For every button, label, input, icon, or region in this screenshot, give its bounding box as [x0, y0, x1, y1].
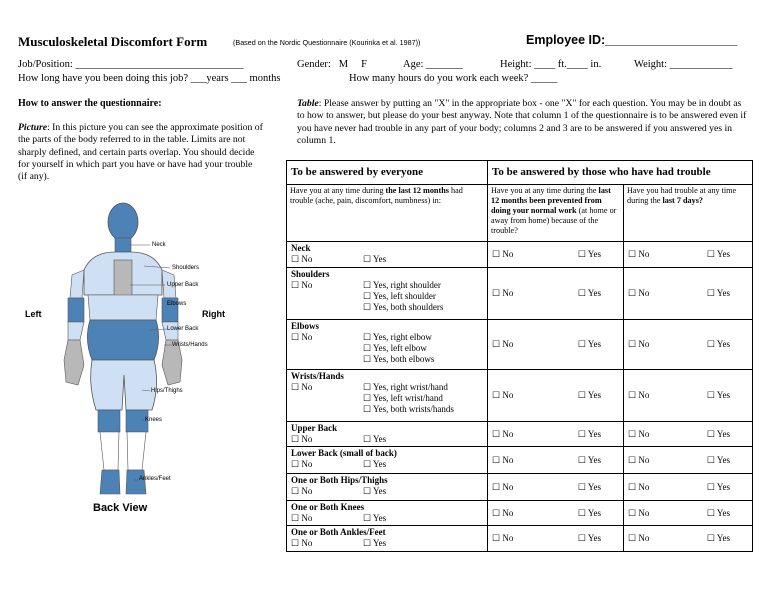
no-checkbox[interactable]: ☐ No	[291, 538, 313, 548]
prevented-cell	[488, 320, 624, 370]
questionnaire-table	[286, 160, 753, 552]
last-7-days-cell	[624, 422, 753, 447]
last-7-days-cell	[624, 320, 753, 370]
no-checkbox[interactable]: ☐ No	[291, 332, 313, 342]
gender-field[interactable]: Gender: M F	[297, 59, 367, 70]
yes-checkbox[interactable]: ☐ Yes	[706, 288, 730, 298]
no-checkbox[interactable]: ☐ No	[492, 249, 514, 259]
figure-label-elbows: Elbows	[167, 301, 187, 307]
no-checkbox[interactable]: ☐ No	[291, 280, 313, 290]
yes-checkbox[interactable]: ☐ Yes, right shoulder	[363, 280, 441, 290]
yes-checkbox[interactable]: ☐ Yes	[363, 254, 387, 264]
picture-instructions	[18, 122, 263, 183]
left-lower-leg	[100, 432, 119, 470]
employee-id-field[interactable]: Employee ID:___________________	[526, 33, 738, 47]
form-title: Musculoskeletal Discomfort Form	[18, 34, 208, 49]
no-checkbox[interactable]: ☐ No	[291, 513, 313, 523]
body-part-cell	[287, 268, 488, 320]
no-checkbox[interactable]: ☐ No	[628, 390, 650, 400]
left-upper-arm	[70, 270, 84, 298]
no-checkbox[interactable]: ☐ No	[492, 288, 514, 298]
last-7-days-cell	[624, 501, 753, 526]
left-foot	[100, 470, 120, 494]
no-checkbox[interactable]: ☐ No	[492, 533, 514, 543]
no-checkbox[interactable]: ☐ No	[628, 507, 650, 518]
yes-checkbox[interactable]: ☐ Yes	[706, 428, 730, 439]
figure-label-ankles-feet: Ankles/Feet	[139, 476, 171, 482]
yes-checkbox[interactable]: ☐ Yes, left elbow	[363, 343, 427, 353]
figure-label-shoulders: Shoulders	[172, 265, 200, 271]
left-hand	[64, 340, 84, 385]
no-checkbox[interactable]: ☐ No	[291, 254, 313, 264]
last-7-days-cell	[624, 242, 753, 268]
table-row	[287, 501, 753, 526]
yes-checkbox[interactable]: ☐ Yes	[363, 513, 387, 523]
yes-checkbox[interactable]: ☐ Yes	[577, 507, 601, 518]
table-text: : Please answer by putting an "X" in the appropriate box - one "X" for each question. You may be in doubt as to how to answer, but please do your best anyway. Note that column 1 of the questionnaire is to be answered even if you have never had trouble in any part of your body; columns 2 and 3 are to be answered if you answered yes in column 1.	[297, 98, 747, 146]
no-checkbox[interactable]: ☐ No	[628, 481, 650, 492]
body-part-label: One or Both Hips/Thighs	[291, 475, 388, 485]
figure-label-knees: Knees	[145, 417, 163, 423]
yes-checkbox[interactable]: ☐ Yes	[577, 428, 601, 439]
table-row	[287, 447, 753, 474]
body-part-label: Elbows	[291, 321, 320, 331]
yes-checkbox[interactable]: ☐ Yes	[363, 486, 387, 496]
figure-right-label: Right	[202, 309, 225, 319]
prevented-cell	[488, 474, 624, 501]
picture-label: Picture	[18, 122, 48, 133]
body-part-cell	[287, 447, 488, 474]
yes-checkbox[interactable]: ☐ Yes	[363, 459, 387, 469]
column3-question: Have you had trouble at any time during the last 7 days?	[624, 185, 753, 242]
left-knee-region	[98, 410, 120, 432]
body-part-cell	[287, 242, 488, 268]
table-row	[287, 268, 753, 320]
yes-checkbox[interactable]: ☐ Yes, both shoulders	[363, 302, 444, 312]
column1-question: Have you at any time during the last 12 months had trouble (ache, pain, discomfort, numbness) in:	[287, 185, 488, 242]
table-instructions	[297, 98, 749, 147]
figure-label-wrists-hands: Wrists/Hands	[172, 342, 208, 348]
no-checkbox[interactable]: ☐ No	[628, 454, 650, 465]
yes-checkbox[interactable]: ☐ Yes	[706, 507, 730, 518]
no-checkbox[interactable]: ☐ No	[291, 382, 313, 392]
right-foot	[126, 470, 146, 494]
table-row	[287, 320, 753, 370]
body-part-cell	[287, 320, 488, 370]
prevented-cell	[488, 526, 624, 552]
right-lower-leg	[127, 432, 146, 470]
yes-checkbox[interactable]: ☐ Yes, left wrist/hand	[363, 393, 443, 403]
prevented-cell	[488, 268, 624, 320]
left-forearm	[68, 322, 84, 340]
body-part-cell	[287, 474, 488, 501]
body-part-label: Upper Back	[291, 423, 338, 433]
yes-checkbox[interactable]: ☐ Yes	[577, 454, 601, 465]
left-elbow-region	[68, 298, 84, 322]
picture-text: : In this picture you can see the approximate position of the parts of the body referred to in the table. Limits are not sharply defined, and certain parts overlap. You should decide for yourself in which part you have or have had your trouble (if any).	[18, 122, 263, 183]
no-checkbox[interactable]: ☐ No	[628, 288, 650, 298]
table-row	[287, 422, 753, 447]
head-shape	[108, 203, 138, 241]
body-part-label: Lower Back (small of back)	[291, 448, 397, 458]
no-checkbox[interactable]: ☐ No	[492, 481, 514, 492]
yes-checkbox[interactable]: ☐ Yes	[706, 533, 730, 543]
no-checkbox[interactable]: ☐ No	[492, 454, 514, 465]
yes-checkbox[interactable]: ☐ Yes, both wrists/hands	[363, 404, 454, 414]
prevented-cell	[488, 447, 624, 474]
neck-region	[115, 238, 131, 252]
body-part-cell	[287, 422, 488, 447]
body-part-cell	[287, 370, 488, 422]
body-part-label: Wrists/Hands	[291, 371, 344, 381]
body-part-cell	[287, 501, 488, 526]
yes-checkbox[interactable]: ☐ Yes	[706, 339, 730, 349]
table-row	[287, 474, 753, 501]
yes-checkbox[interactable]: ☐ Yes	[577, 249, 601, 259]
no-checkbox[interactable]: ☐ No	[628, 339, 650, 349]
body-diagram	[22, 200, 272, 500]
no-checkbox[interactable]: ☐ No	[492, 428, 514, 439]
yes-checkbox[interactable]: ☐ Yes	[577, 390, 601, 400]
figure-label-hips-thighs: Hips/Thighs	[151, 388, 183, 394]
table-row	[287, 242, 753, 268]
table-row	[287, 370, 753, 422]
yes-checkbox[interactable]: ☐ Yes, both elbows	[363, 354, 435, 364]
no-checkbox[interactable]: ☐ No	[492, 507, 514, 518]
instructions-heading: How to answer the questionnaire:	[18, 98, 162, 109]
yes-checkbox[interactable]: ☐ Yes	[577, 533, 601, 543]
no-checkbox[interactable]: ☐ No	[628, 428, 650, 439]
height-field[interactable]: Height: ____ ft.____ in.	[500, 59, 602, 70]
no-checkbox[interactable]: ☐ No	[628, 249, 650, 259]
hips-thighs-region	[91, 360, 157, 410]
age-field[interactable]: Age: _______	[403, 59, 463, 70]
prevented-cell	[488, 422, 624, 447]
figure-label-lower-back: Lower Back	[167, 326, 199, 332]
yes-checkbox[interactable]: ☐ Yes	[363, 434, 387, 444]
body-part-label: Shoulders	[291, 269, 330, 279]
table-label: Table	[297, 98, 319, 109]
figure-left-label: Left	[25, 309, 42, 319]
body-part-label: One or Both Ankles/Feet	[291, 527, 386, 537]
yes-checkbox[interactable]: ☐ Yes	[577, 481, 601, 492]
header-everyone: To be answered by everyone	[287, 161, 488, 185]
job-duration-field[interactable]: How long have you been doing this job? ___years ___ months	[18, 73, 281, 84]
body-part-label: Neck	[291, 243, 311, 253]
yes-checkbox[interactable]: ☐ Yes	[706, 454, 730, 465]
no-checkbox[interactable]: ☐ No	[291, 486, 313, 496]
last-7-days-cell	[624, 268, 753, 320]
yes-checkbox[interactable]: ☐ Yes	[577, 288, 601, 298]
yes-checkbox[interactable]: ☐ Yes	[363, 538, 387, 548]
weekly-hours-field[interactable]: How many hours do you work each week? _____	[349, 73, 558, 84]
last-7-days-cell	[624, 474, 753, 501]
form-subtitle: (Based on the Nordic Questionnaire (Kourinka et al. 1987))	[233, 38, 421, 47]
yes-checkbox[interactable]: ☐ Yes, right elbow	[363, 332, 432, 342]
yes-checkbox[interactable]: ☐ Yes	[706, 481, 730, 492]
body-part-cell	[287, 526, 488, 552]
figure-caption: Back View	[93, 502, 148, 514]
weight-field[interactable]: Weight: ____________	[634, 59, 733, 70]
no-checkbox[interactable]: ☐ No	[291, 459, 313, 469]
no-checkbox[interactable]: ☐ No	[628, 533, 650, 543]
job-position-field[interactable]: Job/Position: ________________________________	[18, 59, 244, 70]
yes-checkbox[interactable]: ☐ Yes, left shoulder	[363, 291, 436, 301]
last-7-days-cell	[624, 447, 753, 474]
yes-checkbox[interactable]: ☐ Yes, right wrist/hand	[363, 382, 448, 392]
prevented-cell	[488, 370, 624, 422]
yes-checkbox[interactable]: ☐ Yes	[706, 390, 730, 400]
column2-question: Have you at any time during the last 12 months been prevented from doing your normal work (at home or away from home) because of the trouble?	[488, 185, 624, 242]
table-row	[287, 526, 753, 552]
header-trouble: To be answered by those who have had trouble	[488, 161, 753, 185]
last-7-days-cell	[624, 370, 753, 422]
yes-checkbox[interactable]: ☐ Yes	[706, 249, 730, 259]
torso-mid	[88, 295, 158, 320]
no-checkbox[interactable]: ☐ No	[492, 390, 514, 400]
figure-label-upper-back: Upper Back	[167, 282, 199, 288]
body-part-label: One or Both Knees	[291, 502, 365, 512]
no-checkbox[interactable]: ☐ No	[291, 434, 313, 444]
lower-back-region	[87, 320, 158, 360]
last-7-days-cell	[624, 526, 753, 552]
prevented-cell	[488, 242, 624, 268]
prevented-cell	[488, 501, 624, 526]
figure-label-neck: Neck	[152, 242, 166, 248]
yes-checkbox[interactable]: ☐ Yes	[577, 339, 601, 349]
no-checkbox[interactable]: ☐ No	[492, 339, 514, 349]
